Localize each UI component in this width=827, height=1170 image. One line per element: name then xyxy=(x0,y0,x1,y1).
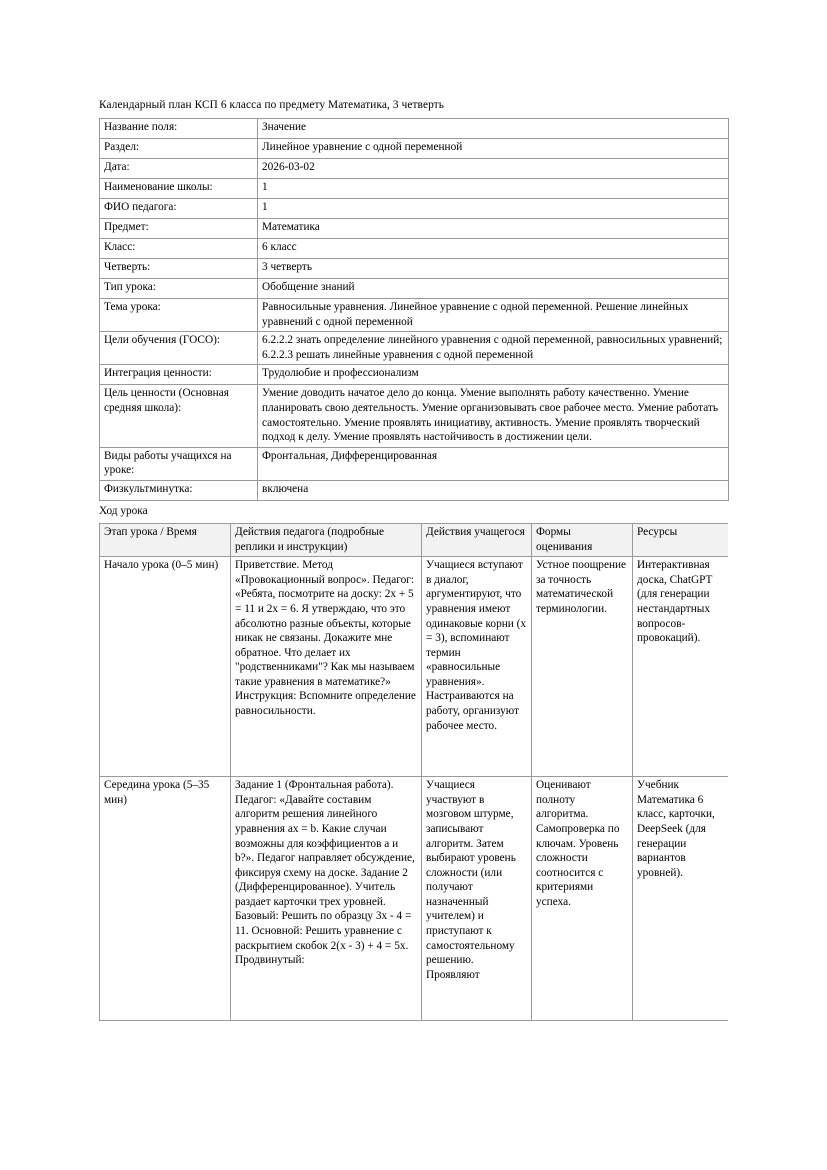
flow-header-stage: Этап урока / Время xyxy=(100,523,231,556)
lesson-flow-heading: Ход урока xyxy=(99,504,148,517)
info-field-value: 2026-03-02 xyxy=(258,159,729,179)
table-row xyxy=(100,480,729,500)
table-row xyxy=(100,557,729,777)
flow-cell-assessment: Оценивают полноту алгоритма. Самопроверка по ключам. Уровень сложности соотносится с критериями успеха. xyxy=(532,777,633,1021)
info-field-label: Цели обучения (ГОСО): xyxy=(100,332,258,365)
table-row xyxy=(100,239,729,259)
info-field-value: Линейное уравнение с одной переменной xyxy=(258,139,729,159)
table-row xyxy=(100,447,729,480)
flow-table-head xyxy=(100,523,729,556)
info-field-label: Предмет: xyxy=(100,219,258,239)
flow-cell-student: Учащиеся вступают в диалог, аргументируют, что уравнения имеют одинаковые корни (x = 3), вспоминают термин «равносильные уравнения». Настраиваются на работу, организуют рабочее место. xyxy=(422,557,532,777)
info-field-label: Тип урока: xyxy=(100,279,258,299)
flow-cell-teacher: Приветствие. Метод «Провокационный вопрос». Педагог: «Ребята, посмотрите на доску: 2x + 5 = 11 и 2x = 6. Я утверждаю, что это абсолютно разные объекты, которые никак не связаны. Докажите мне обратное. Что делает их "родственниками"? Как мы называем такие уравнения в математике?» Инструкция: Вспомните определение равносильности. xyxy=(231,557,422,777)
table-row xyxy=(100,365,729,385)
table-row xyxy=(100,279,729,299)
info-field-value: Равносильные уравнения. Линейное уравнение с одной переменной. Решение линейных уравнений с одной переменной xyxy=(258,299,729,332)
table-row xyxy=(100,259,729,279)
page-title: Календарный план КСП 6 класса по предмету Математика, 3 четверть xyxy=(99,99,444,111)
table-row xyxy=(100,385,729,447)
table-row xyxy=(100,119,729,139)
table-header-row xyxy=(100,523,729,556)
info-field-label: Цель ценности (Основная средняя школа): xyxy=(100,385,258,447)
info-table-body xyxy=(100,119,729,501)
flow-header-resources: Ресурсы xyxy=(633,523,729,556)
table-row xyxy=(100,159,729,179)
lesson-flow-clip xyxy=(99,523,728,1068)
flow-cell-student: Учащиеся участвуют в мозговом штурме, записывают алгоритм. Затем выбирают уровень сложности (или получают назначенный учителем) и приступают к самостоятельному решению. Проявляют xyxy=(422,777,532,1021)
info-field-value: 6.2.2.2 знать определение линейного уравнения с одной переменной, равносильных уравнений; 6.2.2.3 решать линейные уравнения с одной переменной xyxy=(258,332,729,365)
info-field-label: Виды работы учащихся на уроке: xyxy=(100,447,258,480)
info-field-value: Математика xyxy=(258,219,729,239)
info-field-value: 1 xyxy=(258,199,729,219)
flow-table-body xyxy=(100,557,729,1021)
table-row xyxy=(100,299,729,332)
info-field-value: 1 xyxy=(258,179,729,199)
info-field-label: Класс: xyxy=(100,239,258,259)
table-row xyxy=(100,139,729,159)
info-field-label: Интеграция ценности: xyxy=(100,365,258,385)
lesson-info-table xyxy=(99,118,729,501)
table-row xyxy=(100,332,729,365)
flow-cell-stage: Начало урока (0–5 мин) xyxy=(100,557,231,777)
flow-cell-teacher: Задание 1 (Фронтальная работа). Педагог: «Давайте составим алгоритм решения линейного уравнения ax = b. Какие случаи возможны для коэффициентов a и b?». Педагог направляет обсуждение, фиксируя схему на доске. Задание 2 (Дифференцированное). Учитель раздает карточки трех уровней. Базовый: Решить по образцу 3x - 4 = 11. Основной: Решить уравнение с раскрытием скобок 2(x - 3) + 4 = 5x. Продвинутый: xyxy=(231,777,422,1021)
flow-cell-resources: Учебник Математика 6 класс, карточки, DeepSeek (для генерации вариантов уровней). xyxy=(633,777,729,1021)
info-field-label: ФИО педагога: xyxy=(100,199,258,219)
table-row xyxy=(100,179,729,199)
flow-cell-assessment: Устное поощрение за точность математической терминологии. xyxy=(532,557,633,777)
flow-header-teacher: Действия педагога (подробные реплики и инструкции) xyxy=(231,523,422,556)
info-field-value: 6 класс xyxy=(258,239,729,259)
info-field-label: Физкультминутка: xyxy=(100,480,258,500)
info-header-value: Значение xyxy=(258,119,729,139)
flow-cell-resources: Интерактивная доска, ChatGPT (для генерации нестандартных вопросов-провокаций). xyxy=(633,557,729,777)
flow-header-assessment: Формы оценивания xyxy=(532,523,633,556)
lesson-flow-table xyxy=(99,523,728,1021)
table-row xyxy=(100,199,729,219)
table-row xyxy=(100,777,729,1021)
info-field-label: Дата: xyxy=(100,159,258,179)
info-field-value: Умение доводить начатое дело до конца. Умение выполнять работу качественно. Умение планировать свою деятельность. Умение организовывать свое рабочее место. Умение работать самостоятельно. Умение проявлять инициативу, активность. Умение проявлять творческий подход к делу. Умение проявлять настойчивость в достижении цели. xyxy=(258,385,729,447)
info-field-value: Фронтальная, Дифференцированная xyxy=(258,447,729,480)
info-field-label: Тема урока: xyxy=(100,299,258,332)
flow-header-student: Действия учащегося xyxy=(422,523,532,556)
info-field-value: 3 четверть xyxy=(258,259,729,279)
info-field-label: Раздел: xyxy=(100,139,258,159)
info-field-value: Трудолюбие и профессионализм xyxy=(258,365,729,385)
info-field-label: Четверть: xyxy=(100,259,258,279)
info-field-value: Обобщение знаний xyxy=(258,279,729,299)
table-row xyxy=(100,219,729,239)
info-field-label: Наименование школы: xyxy=(100,179,258,199)
info-field-value: включена xyxy=(258,480,729,500)
info-header-field: Название поля: xyxy=(100,119,258,139)
flow-cell-stage: Середина урока (5–35 мин) xyxy=(100,777,231,1021)
